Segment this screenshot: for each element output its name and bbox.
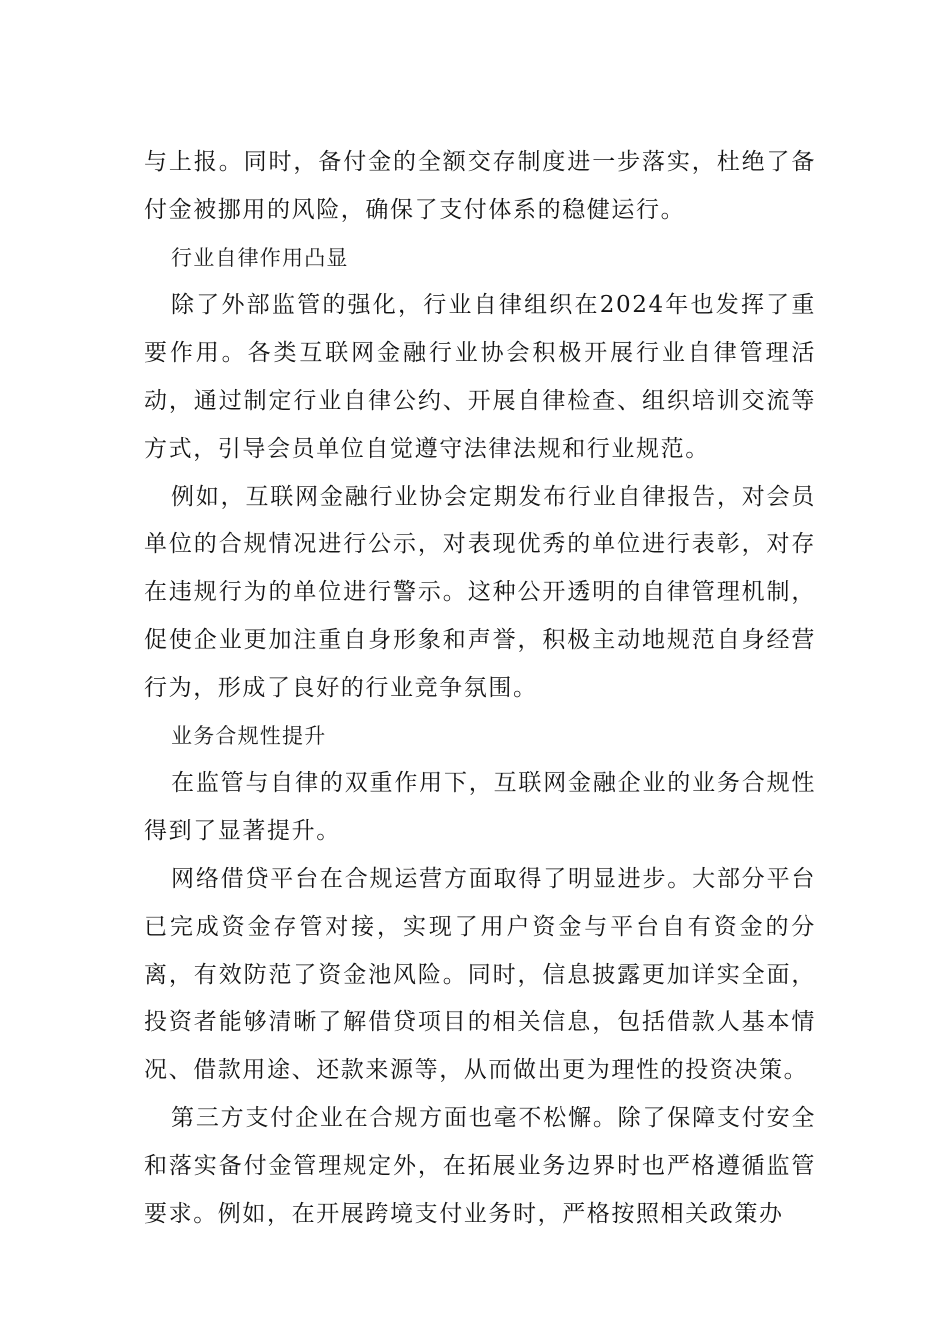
paragraph-continuation: 与上报。同时，备付金的全额交存制度进一步落实，杜绝了备付金被挪用的风险，确保了支付体系的稳健运行。 bbox=[144, 149, 816, 223]
section-heading-compliance: 业务合规性提升 bbox=[171, 723, 327, 748]
paragraph-compliance-intro: 在监管与自律的双重作用下，互联网金融企业的业务合规性得到了显著提升。 bbox=[144, 770, 816, 845]
paragraph-self-regulation-intro: 除了外部监管的强化，行业自律组织在2024年也发挥了重要作用。各类互联网金融行业协会积极开展行业自律管理活动，通过制定行业自律公约、开展自律检查、组织培训交流等方式，引导会员单位自觉遵守法律法规和行业规范。 bbox=[144, 292, 816, 462]
paragraph-self-regulation-example: 例如，互联网金融行业协会定期发布行业自律报告，对会员单位的合规情况进行公示，对表现优秀的单位进行表彰，对存在违规行为的单位进行警示。这种公开透明的自律管理机制，促使企业更加注重自身形象和声誉，积极主动地规范自身经营行为，形成了良好的行业竞争氛围。 bbox=[144, 483, 816, 701]
section-heading-self-regulation: 行业自律作用凸显 bbox=[171, 245, 349, 270]
paragraph-p2p-lending: 网络借贷平台在合规运营方面取得了明显进步。大部分平台已完成资金存管对接，实现了用户资金与平台自有资金的分离，有效防范了资金池风险。同时，信息披露更加详实全面，投资者能够清晰了解借贷项目的相关信息，包括借款人基本情况、借款用途、还款来源等，从而做出更为理性的投资决策。 bbox=[144, 865, 816, 1084]
paragraph-third-party-payment: 第三方支付企业在合规方面也毫不松懈。除了保障支付安全和落实备付金管理规定外，在拓展业务边界时也严格遵循监管要求。例如，在开展跨境支付业务时，严格按照相关政策办 bbox=[144, 1104, 816, 1227]
document-body bbox=[144, 139, 816, 1238]
